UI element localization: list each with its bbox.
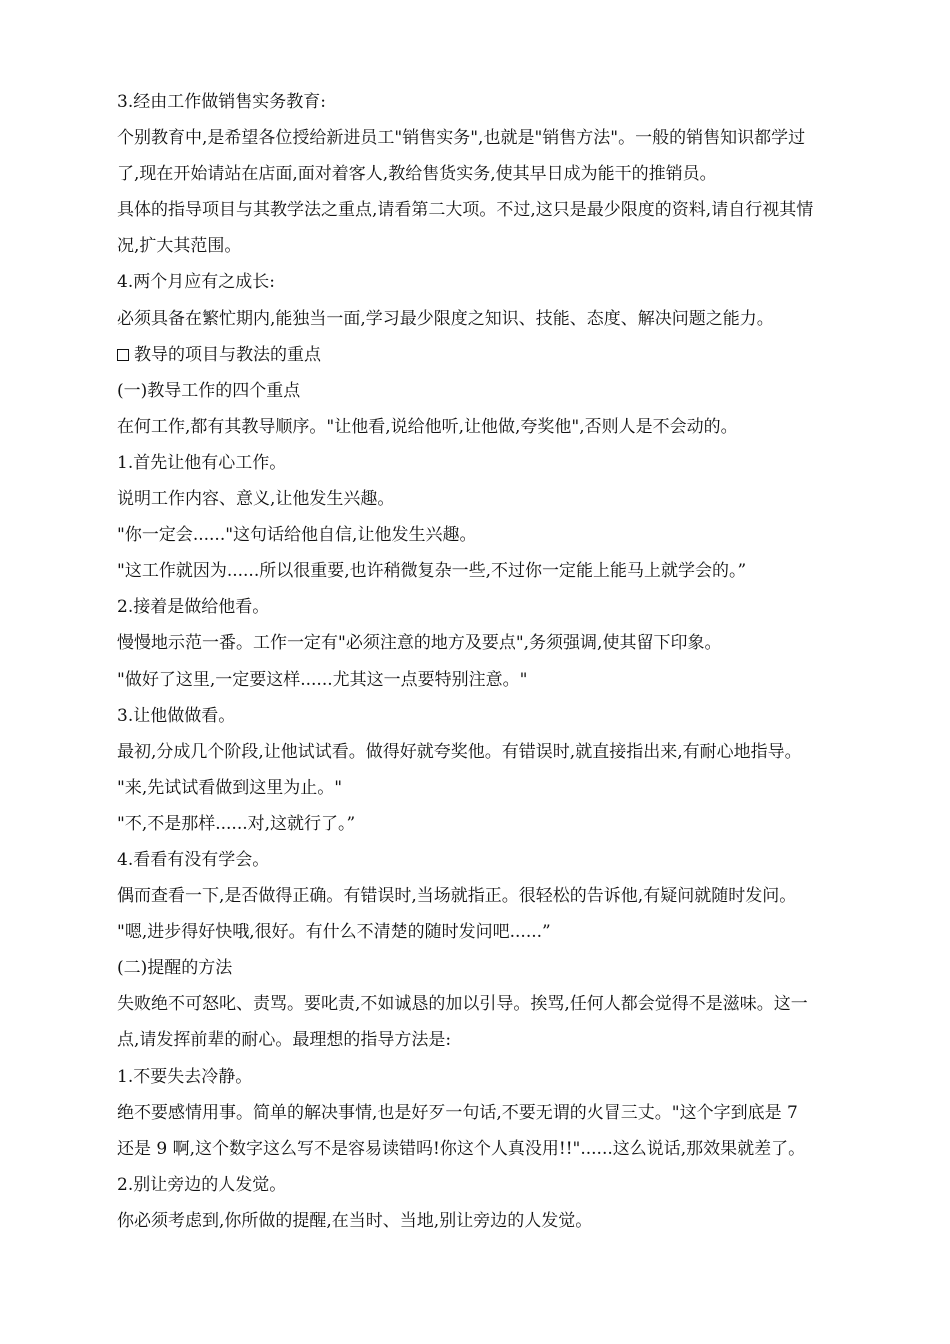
text-line: 2.别让旁边的人发觉。 xyxy=(117,1174,287,1195)
text-line: 2.接着是做给他看。 xyxy=(117,597,270,618)
section-heading xyxy=(117,337,829,373)
text-line: 在何工作,都有其教导顺序。"让他看,说给他听,让他做,夸奖他",否则人是不会动的。 xyxy=(117,416,738,437)
text-line: (二)提醒的方法 xyxy=(117,958,233,979)
text-line: "做好了这里,一定要这样......尤其这一点要特别注意。" xyxy=(117,669,528,690)
text-line: "这工作就因为......所以很重要,也许稍微复杂一些,不过你一定能上能马上就学会的。” xyxy=(117,561,747,582)
text-line: 偶而查看一下,是否做得正确。有错误时,当场就指正。很轻松的告诉他,有疑问就随时发问。 xyxy=(117,886,797,907)
text-line: 必须具备在繁忙期内,能独当一面,学习最少限度之知识、技能、态度、解决问题之能力。 xyxy=(117,308,774,329)
text-line: 说明工作内容、意义,让他发生兴趣。 xyxy=(117,489,395,510)
text-line: 个别教育中,是希望各位授给新进员工"销售实务",也就是"销售方法"。一般的销售知识都学过 xyxy=(117,128,806,149)
text-line: "你一定会......"这句话给他自信,让他发生兴趣。 xyxy=(117,525,477,546)
text-line: 点,请发挥前辈的耐心。最理想的指导方法是: xyxy=(117,1030,452,1051)
text-line: 1.首先让他有心工作。 xyxy=(117,452,287,473)
text-line: 绝不要感情用事。简单的解决事情,也是好歹一句话,不要无谓的火冒三丈。"这个字到底是 7 xyxy=(117,1102,798,1123)
text-line: "不,不是那样......对,这就行了。” xyxy=(117,813,356,834)
section-heading-text: 教导的项目与教法的重点 xyxy=(134,344,321,365)
text-line: 还是 9 啊,这个数字这么写不是容易读错吗!你这个人真没用!!"......这么说话,那效果就差了。 xyxy=(117,1138,806,1159)
text-line: 慢慢地示范一番。工作一定有"必须注意的地方及要点",务须强调,使其留下印象。 xyxy=(117,633,722,654)
text-line: 了,现在开始请站在店面,面对着客人,教给售货实务,使其早日成为能干的推销员。 xyxy=(117,164,717,185)
text-line: 4.两个月应有之成长: xyxy=(117,272,275,293)
text-line: "嗯,进步得好快哦,很好。有什么不清楚的随时发问吧......” xyxy=(117,922,551,943)
text-line: 你必须考虑到,你所做的提醒,在当时、当地,别让旁边的人发觉。 xyxy=(117,1210,593,1231)
text-line: 失败绝不可怒叱、责骂。要叱责,不如诚恳的加以引导。挨骂,任何人都会觉得不是滋味。这一 xyxy=(117,994,808,1015)
document-body xyxy=(117,84,829,1239)
text-line: 1.不要失去冷静。 xyxy=(117,1066,253,1087)
text-line: 3.让他做做看。 xyxy=(117,705,236,726)
text-line: 具体的指导项目与其教学法之重点,请看第二大项。不过,这只是最少限度的资料,请自行视其情 xyxy=(117,200,814,221)
text-line: 3.经由工作做销售实务教育: xyxy=(117,92,326,112)
text-line: 最初,分成几个阶段,让他试试看。做得好就夸奖他。有错误时,就直接指出来,有耐心地指导。 xyxy=(117,741,802,762)
text-line: 况,扩大其范围。 xyxy=(117,236,242,257)
text-line: (一)教导工作的四个重点 xyxy=(117,380,301,401)
text-line: 4.看看有没有学会。 xyxy=(117,849,270,870)
square-bullet-icon xyxy=(117,349,129,361)
text-line: "来,先试试看做到这里为止。" xyxy=(117,777,343,798)
